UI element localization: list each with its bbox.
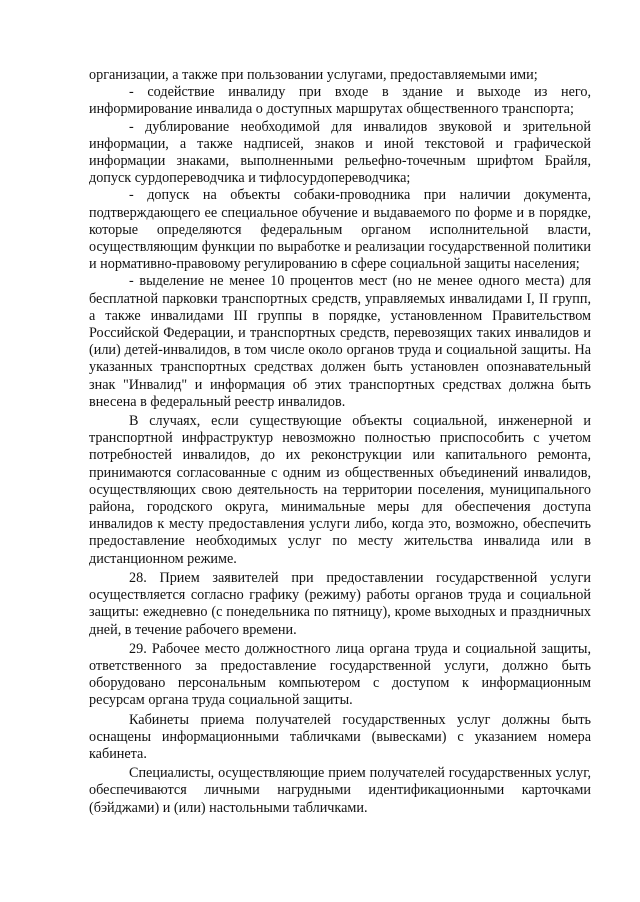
paragraph-1: организации, а также при пользовании услугами, предоставляемыми ими; (89, 67, 538, 83)
paragraph-3: - дублирование необходимой для инвалидов звуковой и зрительной информации, а также надписей, знаков и иной текстовой и графической информации знаками, выполненными рельефно-точечным шрифтом Брайля, допуск сурдопереводчика и тифлосурдопереводчика; (89, 118, 591, 187)
paragraph-5: - выделение не менее 10 процентов мест (но не менее одного места) для бесплатной парковки транспортных средств, управляемых инвалидами I, II групп, а также инвалидами III группы в порядке, установленном Правительством Российской Федерации, и транспортных средств, перевозящих таких инвалидов и (или) детей-инвалидов, в том числе около органов труда и социальной защиты. На указанных транспортных средствах должен быть установлен опознавательный знак "Инвалид" и информация об этих транспортных средствах должна быть внесена в федеральный реестр инвалидов. (89, 273, 591, 410)
paragraph-2: - содействие инвалиду при входе в здание и выходе из него, информирование инвалида о доступных маршрутах общественного транспорта; (89, 84, 591, 118)
paragraph-7: 28. Прием заявителей при предоставлении государственной услуги осуществляется согласно графику (режиму) работы органов труда и социальной защиты: ежедневно (с понедельника по пятницу), кроме выходных и праздничных дней, в течение рабочего времени. (89, 569, 591, 638)
paragraph-10: Специалисты, осуществляющие прием получателей государственных услуг, обеспечиваются личными нагрудными идентификационными карточками (бэйджами) и (или) настольными табличками. (89, 765, 591, 816)
document-page (89, 67, 591, 817)
paragraph-6: В случаях, если существующие объекты социальной, инженерной и транспортной инфраструктур невозможно полностью приспособить с учетом потребностей инвалидов, до их реконструкции или капитального ремонта, принимаются согласованные с одним из общественных объединений инвалидов, осуществляющих свою деятельность на территории поселения, муниципального района, городского округа, минимальные меры для обеспечения доступа инвалидов к месту предоставления услуги либо, когда это, возможно, обеспечить предоставление необходимых услуг по месту жительства инвалида или в дистанционном режиме. (89, 413, 591, 567)
paragraph-4: - допуск на объекты собаки-проводника при наличии документа, подтверждающего ее специальное обучение и выдаваемого по форме и в порядке, которые определяются федеральным органом исполнительной власти, осуществляющим функции по выработке и реализации государственной политики и нормативно-правовому регулированию в сфере социальной защиты населения; (89, 187, 591, 273)
paragraph-8: 29. Рабочее место должностного лица органа труда и социальной защиты, ответственного за предоставление государственной услуги, должно быть оборудовано персональным компьютером с доступом к информационным ресурсам органа труда социальной защиты. (89, 640, 591, 709)
paragraph-9: Кабинеты приема получателей государственных услуг должны быть оснащены информационными табличками (вывесками) с указанием номера кабинета. (89, 711, 591, 762)
